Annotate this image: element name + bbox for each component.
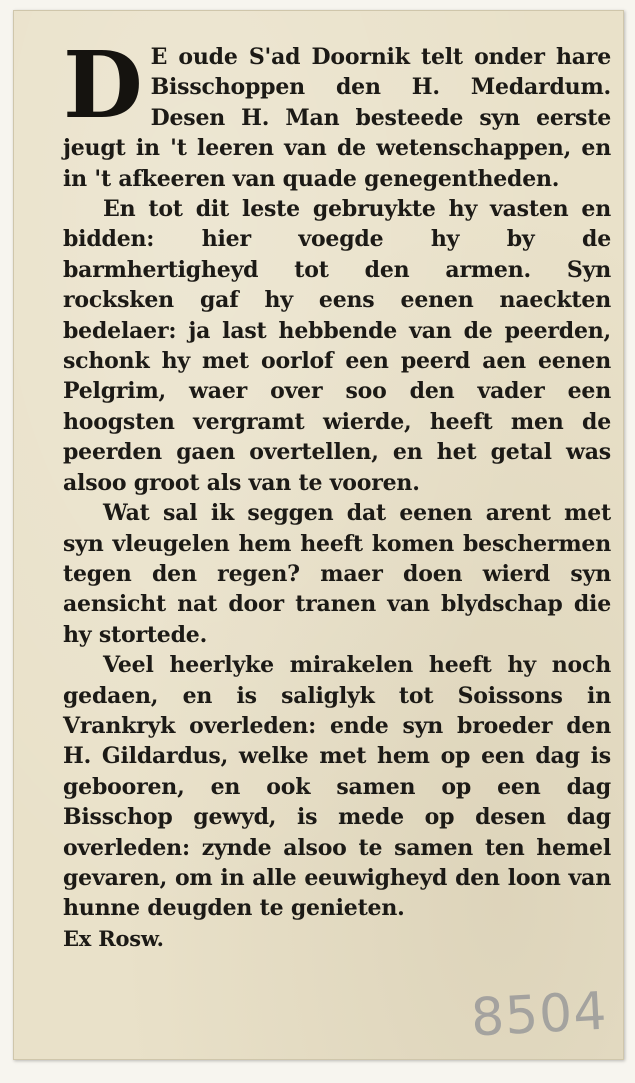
paragraph-1-text: E oude S'ad Doornik telt onder hare Bisschoppen den H. Medardum. Desen H. Man besteede syn eerste jeugt in 't leeren van de wetenschappen, en in 't afkeeren van quade genegentheden. — [63, 44, 611, 192]
drop-cap: D — [63, 31, 143, 139]
paragraph-4: Veel heerlyke mirakelen heeft hy noch gedaen, en is saliglyk tot Soissons in Vrankryk overleden: ende syn broeder den H. Gildardus, welke met hem op een dag is gebooren, en ook samen op een dag Bisschop gewyd, is mede op desen dag overleden: zynde alsoo te samen ten hemel gevaren, om in alle eeuwigheyd den loon van hunne deugden te genieten. — [63, 652, 611, 922]
paragraph-2: En tot dit leste gebruykte hy vasten en bidden: hier voegde hy by de barmhertigheyd tot den armen. Syn rocksken gaf hy eens eenen naeckten bedelaer: ja last hebbende van de peerden, schonk hy met oorlof een peerd aen eenen Pelgrim, waer over soo den vader een hoogsten vergramt wierde, heeft men de peerden gaen overtellen, en het getal was alsoo groot als van te vooren. — [63, 196, 611, 496]
paragraph-1 — [63, 31, 611, 194]
pencil-shelfmark: 8504 — [469, 981, 609, 1049]
paper-sheet — [13, 10, 624, 1060]
document-body — [63, 31, 611, 954]
source-signature: Ex Rosw. — [63, 925, 164, 951]
paragraph-3: Wat sal ik seggen dat eenen arent met syn vleugelen hem heeft komen beschermen tegen den regen? maer doen wierd syn aensicht nat door tranen van blydschap die hy stortede. — [63, 500, 611, 648]
